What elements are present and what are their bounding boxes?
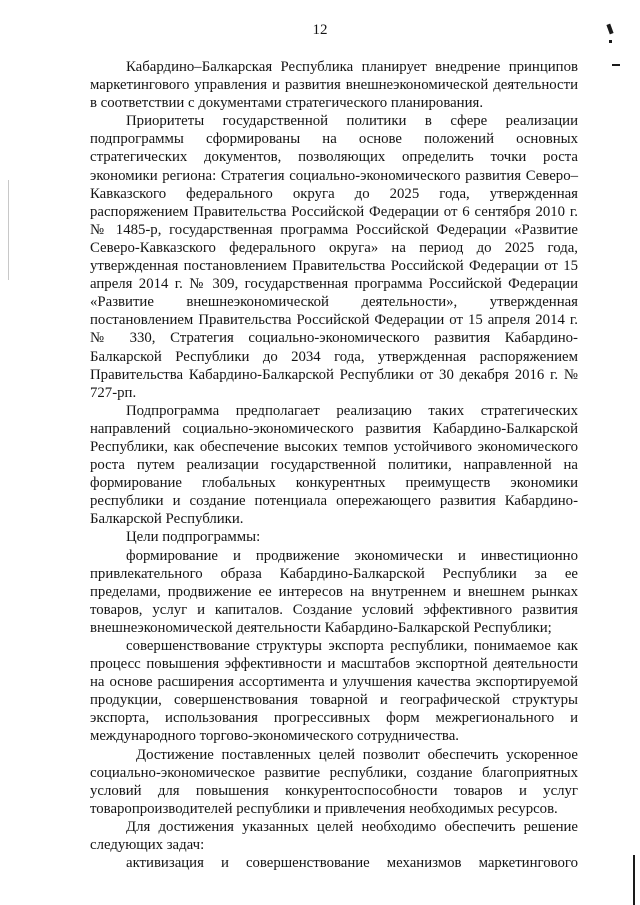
paragraph-goals-heading: Цели подпрограммы: <box>126 529 261 546</box>
document-body <box>90 58 578 872</box>
scan-artifact-right-edge <box>633 855 635 905</box>
scan-artifact-dot <box>609 40 612 43</box>
paragraph-subprogram-directions: Подпрограмма предполагает реализацию таких стратегических направлений социально-экономического развития Кабардино-Балкарской Республики, как обеспечение высоких темпов устойчивого экономического роста путем реализации государственной политики, направленной на формирование глобальных конкурентных преимуществ экономики республики и создание потенциала опережающего развития Кабардино-Балкарской Республики. <box>90 402 578 528</box>
paragraph-priorities: Приоритеты государственной политики в сфере реализации подпрограммы сформированы на основе положений основных стратегических документов, позволяющих определить точки роста экономики региона: Стратегия социально-экономического развития Северо–Кавказского федерального округа до 2025 года, утвержденная распоряжением Правительства Российской Федерации от 6 сентября 2010 г. № 1485-р, государственная программа Российской Федерации «Развитие Северо-Кавказского федерального округа» на период до 2025 года, утвержденная постановлением Правительства Российской Федерации от 15 апреля 2014 г. № 309, государственная программа Российской Федерации «Развитие внешнеэкономической деятельности», утвержденная постановлением Правительства Российской Федерации от 15 апреля 2014 г. № 330, Стратегия социально-экономического развития Кабардино-Балкарской Республики до 2034 года, утвержденная распоряжением Правительства Кабардино-Балкарской Республики от 30 декабря 2016 г. № 727-рп. <box>90 113 578 401</box>
paragraph-tasks-intro: Для достижения указанных целей необходимо обеспечить решение следующих задач: <box>90 818 578 854</box>
paragraph-goal-image: формирование и продвижение экономически и инвестиционно привлекательного образа Кабардино-Балкарской Республики за ее пределами, продвижение ее интересов на внутреннем и внешнем рынках товаров, услуг и капиталов. Создание условий эффективного развития внешнеэкономической деятельности Кабардино-Балкарской Республики; <box>90 547 578 636</box>
page-number: 12 <box>312 22 328 38</box>
paragraph-task-first: активизация и совершенствование механизмов маркетингового <box>126 855 578 872</box>
scan-artifact-left-edge <box>8 180 9 280</box>
paragraph-goal-export: совершенствование структуры экспорта республики, понимаемое как процесс повышения эффективности и масштабов экспортной деятельности на основе расширения ассортимента и улучшения качества экспортируемой продукции, совершенствования товарной и географической структуры экспорта, использования прогрессивных форм межрегионального и международного торгово-экономического сотрудничества. <box>90 638 578 745</box>
scan-artifact-dash <box>612 64 620 66</box>
paragraph-intro: Кабардино–Балкарская Республика планирует внедрение принципов маркетингового управления и развития внешнеэкономической деятельности в соответствии с документами стратегического планирования. <box>90 59 578 112</box>
paragraph-achievement: Достижение поставленных целей позволит обеспечить ускоренное социально-экономическое развитие республики, создание благоприятных условий для повышения конкурентоспособности товаров и услуг товаропроизводителей республики и привлечения необходимых ресурсов. <box>90 746 578 817</box>
